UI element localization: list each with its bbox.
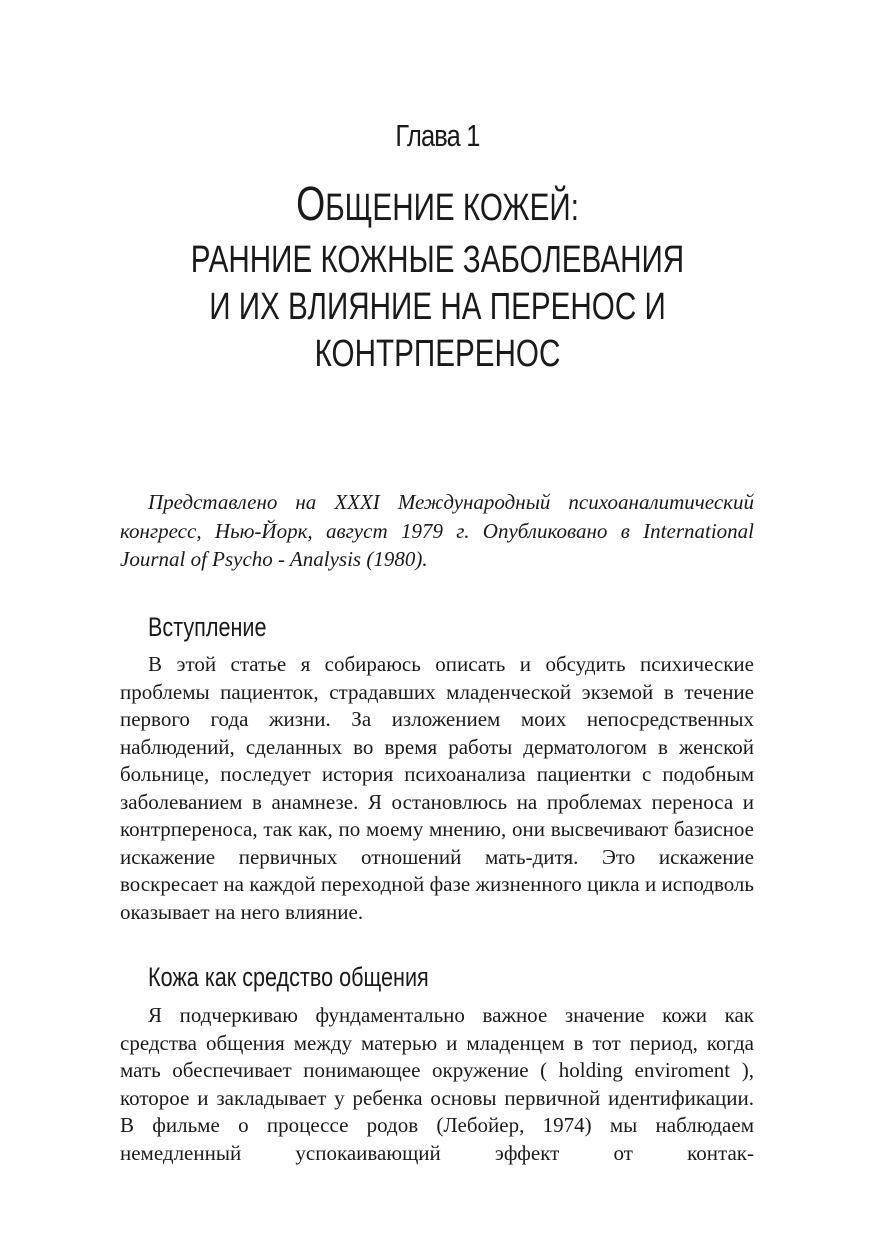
section-heading-intro: Вступление <box>148 612 267 642</box>
section-paragraph-skin: Я подчеркиваю фундаментально важное значение кожи как средства общения между матерью и младенцем в тот период, когда мать обеспечивает понимающее окружение ( holding enviroment ), которое и закладывает у ребенка основы первичной идентификации. В фильме о процессе родов (Лебойер, 1974) мы наблюдаем немедленный успокаивающий эффект от контак- <box>120 1003 754 1165</box>
subtitle-line-1: РАННИЕ КОЖНЫЕ ЗАБОЛЕВАНИЯ <box>190 239 685 281</box>
chapter-label: Глава 1 <box>395 118 480 153</box>
section-heading-skin: Кожа как средство общения <box>148 962 429 992</box>
subtitle-line-3: КОНТРПЕРЕНОС <box>314 333 561 375</box>
epigraph: Представлено на XXXI Международный психоаналитический конгресс, Нью-Йорк, август 1979 г. Опубликовано в International Journal of Psycho - Analysis (1980). <box>120 490 754 571</box>
title-rest: БЩЕНИЕ КОЖЕЙ: <box>325 187 579 229</box>
subtitle-line-2: И ИХ ВЛИЯНИЕ НА ПЕРЕНОС И <box>209 286 666 328</box>
section-paragraph-intro: В этой статье я собираюсь описать и обсудить психические проблемы пациенток, страдавших младенческой экземой в течение первого года жизни. За изложением моих непосредственных наблюдений, сделанных во время работы дерматологом в женской больнице, последует история психоанализа пациентки с подобным заболеванием в анамнезе. Я остановлюсь на проблемах переноса и контрпереноса, так как, по моему мнению, они высвечивают базисное искажение первичных отношений мать-дитя. Это искажение воскресает на каждой переходной фазе жизненного цикла и исподволь оказывает на него влияние. <box>120 652 754 924</box>
title-first-letter: О <box>296 178 326 231</box>
chapter-title-main <box>96 176 779 237</box>
chapter-title <box>0 176 875 378</box>
